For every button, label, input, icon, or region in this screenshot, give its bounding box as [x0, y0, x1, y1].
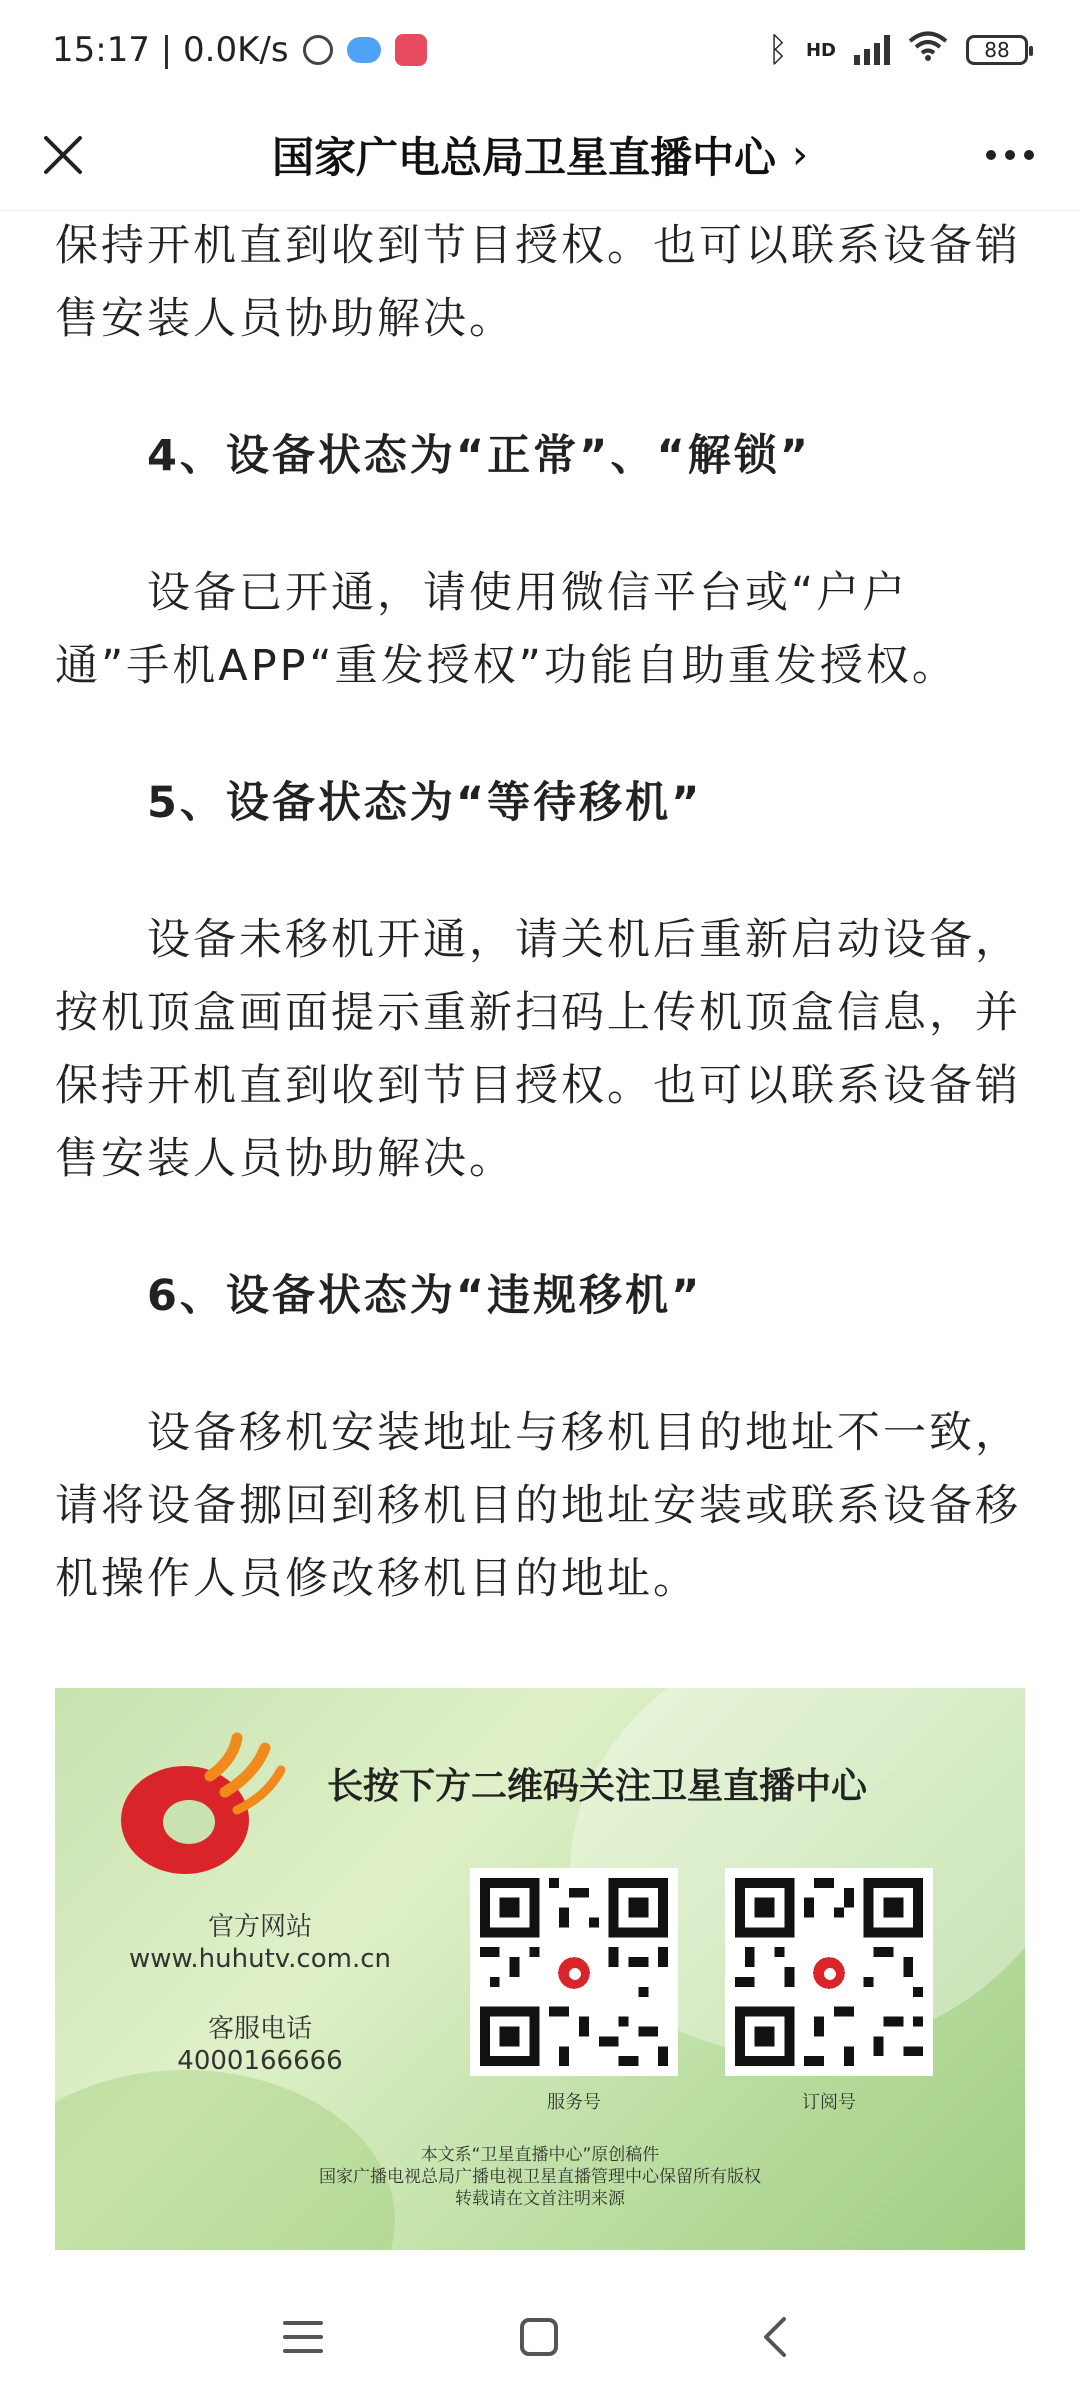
qr-service-caption: 服务号	[547, 2092, 601, 2113]
heading-6: 6、设备状态为“违规移机”	[147, 1271, 703, 1321]
network-label: HD	[805, 39, 836, 61]
back-icon[interactable]	[740, 2302, 810, 2372]
wifi-icon	[908, 30, 948, 71]
top-nav-bar	[0, 100, 1080, 211]
status-bar	[0, 0, 1080, 100]
copyright-line-2: 国家广播电视总局广播电视卫星直播管理中心保留所有版权	[319, 2167, 761, 2187]
heading-5: 5、设备状态为“等待移机”	[147, 778, 703, 828]
satellite-center-logo	[115, 1730, 285, 1880]
paragraph-6: 设备移机安装地址与移机目的地址不一致，请将设备挪回到移机目的地址安装或联系设备移机操作人员修改移机目的地址。	[55, 1408, 1021, 1604]
battery-icon	[966, 35, 1028, 65]
hotline-label: 客服电话	[207, 2014, 312, 2044]
heading-4: 4、设备状态为“正常”、“解锁”	[147, 431, 811, 481]
paragraph-5: 设备未移机开通，请关机后重新启动设备，按机顶盒画面提示重新扫码上传机顶盒信息，并保持开机直到收到节目授权。也可以联系设备销售安装人员协助解决。	[55, 915, 1021, 1184]
status-time-speed: 15:17 | 0.0K/s	[52, 30, 289, 70]
website-label: 官方网站	[207, 1912, 312, 1942]
status-right	[768, 30, 1028, 71]
hotline-number: 4000166666	[177, 2046, 343, 2076]
signal-icon	[854, 35, 890, 65]
menu-icon[interactable]	[268, 2302, 338, 2372]
promo-banner-image[interactable]	[55, 1688, 1025, 2250]
banner-headline: 长按下方二维码关注卫星直播中心	[327, 1766, 868, 1807]
website-url: www.huhutv.com.cn	[129, 1944, 391, 1974]
bluetooth-icon: ᛒ	[767, 30, 788, 70]
page-title: 国家广电总局卫星直播中心	[271, 133, 776, 182]
notification-app-icon	[395, 34, 427, 66]
copyright-line-3: 转载请在文首注明来源	[455, 2189, 625, 2209]
copyright-notice	[55, 2144, 1025, 2210]
copyright-line-1: 本文系“卫星直播中心”原创稿件	[420, 2145, 660, 2165]
qr-code-service[interactable]	[470, 1868, 678, 2076]
chat-app-icon	[347, 37, 381, 63]
home-icon[interactable]	[504, 2302, 574, 2372]
status-left	[52, 30, 427, 70]
qr-subscription-caption: 订阅号	[802, 2092, 856, 2113]
paragraph-4: 设备已开通，请使用微信平台或“户户通”手机APP“重发授权”功能自助重发授权。	[55, 568, 958, 691]
more-icon[interactable]	[970, 122, 1050, 188]
qr-code-subscription[interactable]	[725, 1868, 933, 2076]
close-icon[interactable]	[30, 122, 96, 188]
battery-level: 88	[984, 38, 1010, 62]
alarm-icon	[303, 35, 333, 65]
system-nav-bar	[0, 2268, 1080, 2400]
nav-title-link[interactable]	[272, 125, 808, 185]
chevron-right-icon: ›	[792, 132, 808, 178]
article-body	[55, 210, 1025, 1616]
paragraph-continued: 保持开机直到收到节目授权。也可以联系设备销售安装人员协助解决。	[55, 221, 1021, 344]
